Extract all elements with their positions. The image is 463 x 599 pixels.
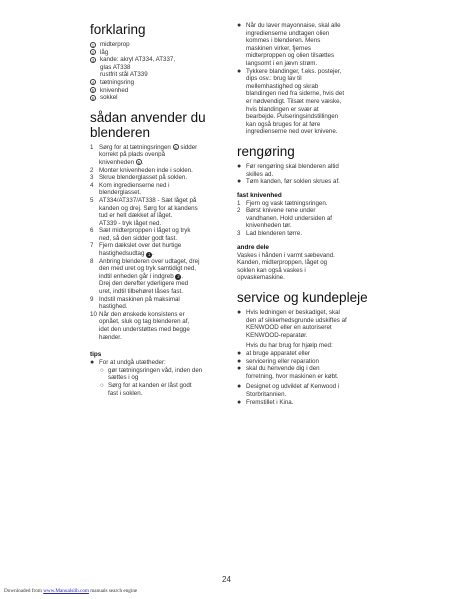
text-line (246, 324, 377, 332)
extra-list (237, 383, 377, 406)
left-column (90, 22, 230, 397)
text-line: ingredienserne undtagen olien (246, 29, 330, 37)
text-line (99, 205, 230, 213)
text-line-suffix: sidder (178, 143, 198, 151)
bullet-item (99, 367, 230, 382)
text-line (99, 265, 230, 273)
bullet-icon: ● (237, 178, 242, 186)
text-line: Lad blenderen tørre. (246, 230, 303, 238)
usage-step (90, 144, 230, 167)
other-parts-text (237, 252, 377, 282)
text-line: maskinen virker, fjernes (246, 44, 311, 52)
circled-number: 4 (91, 80, 95, 86)
text-line: Sæt midterproppen i låget og tryk (99, 227, 191, 235)
bullet-item (237, 22, 377, 68)
text-line: Før rengøring skal blenderen altid (246, 162, 339, 170)
step-number: 6 (90, 227, 94, 235)
text-line: dips osv.: brug lav til (246, 75, 302, 83)
text-line: kanden og drej. Sørg for at kandens (99, 204, 198, 212)
text-line: vandhanen. Hold undersiden af (246, 214, 333, 222)
usage-step (90, 258, 230, 296)
text-line (246, 391, 377, 399)
text-line: AT339 - tryk låget ned. (99, 219, 162, 227)
circled-number: 6 (91, 95, 95, 101)
text-line: opnået, sluk og tag blenderen af, (99, 318, 190, 326)
text-line (246, 332, 377, 340)
page-number: 24 (222, 575, 231, 584)
legend-number (90, 94, 100, 102)
text-line: KENWOOD-reparatør. (246, 331, 308, 339)
text-line: knivenheden (99, 158, 135, 166)
service-title: service og kundepleje (237, 290, 368, 306)
text-line: bearbejde. Pulseringsindstillingen (246, 113, 339, 121)
legend-number (90, 41, 100, 49)
text-line (246, 83, 377, 91)
bullet-icon: ● (237, 22, 242, 29)
circle-bullet-icon: ○ (100, 381, 104, 389)
text-line: kan også bruges for at føre (246, 120, 321, 128)
legend-number (90, 79, 100, 87)
help-list (237, 350, 377, 380)
step-text (246, 230, 377, 238)
text-line: sættes i og (108, 374, 139, 382)
text-line: hvis blandingen er svær at (246, 105, 319, 113)
bullet-icon: ● (237, 350, 242, 357)
bullet-item (237, 163, 377, 178)
text-line (99, 242, 230, 250)
text-line: Vaskes i hånden i varmt sæbevand. (237, 251, 335, 259)
step-text (99, 296, 230, 311)
circled-number: 5 (137, 160, 141, 166)
text-line: Monter knivenheden inde i soklen. (99, 166, 193, 174)
step-text (99, 174, 230, 182)
text-line: hastighedsudtag (99, 250, 145, 258)
text-line: skal du henvende dig i den (246, 365, 320, 373)
step-text (99, 311, 230, 341)
text-line (246, 309, 377, 317)
text-line (246, 22, 377, 30)
text-line (99, 280, 230, 288)
legend-item (90, 87, 230, 95)
text-line: Designet og udviklet af Kenwood i (246, 383, 340, 391)
text-line: idet den understøttes med begge (99, 326, 190, 333)
step-number: 2 (90, 166, 94, 174)
text-line: knivenheden 5 . (99, 158, 144, 166)
tips-title: tips (90, 351, 102, 359)
text-line: mellemhastighed og skrab (246, 82, 319, 90)
text-line (246, 222, 377, 230)
tips-bullet: ● For at undgå utætheder: (90, 359, 166, 367)
bullet-text (246, 365, 377, 380)
text-line (246, 230, 377, 238)
text-line (99, 167, 230, 175)
text-line: gør tætningsringen våd, inden den (108, 366, 203, 374)
step-number: 3 (237, 230, 241, 238)
step-number: 2 (237, 207, 241, 215)
circled-number: 3 (91, 57, 95, 63)
text-line (108, 382, 230, 390)
step-text (99, 258, 230, 296)
bullet-text (246, 309, 377, 339)
numbered-step (237, 207, 377, 230)
text-line: midterproppen og olien tilsættes (246, 52, 335, 60)
bullet-icon: ● (237, 67, 242, 75)
text-line: AT334/AT337/AT338 - Sæt låget på (99, 196, 197, 204)
circled-number: 5 (91, 88, 95, 94)
legend-number (90, 87, 100, 95)
text-line: forretning, hvor maskinen er købt. (246, 372, 339, 380)
text-line: langsomt i en jævn strøm. (246, 59, 318, 67)
step-text (99, 182, 230, 197)
text-line: KENWOOD eller en autoriseret (246, 324, 332, 332)
text-line (99, 303, 230, 311)
text-line: Fjern og vask tætningsringen. (246, 199, 328, 207)
bullet-icon: ● (237, 162, 242, 170)
legend-item (90, 49, 230, 57)
legend-text: sokkel (100, 94, 118, 102)
text-line: hænder. (99, 333, 122, 341)
text-line: ingredienserne ned over knivene. (246, 128, 338, 136)
tips-sublist (90, 367, 230, 397)
text-line: soklen kan også vaskes i (237, 266, 306, 274)
text-line (99, 326, 230, 334)
text-line (246, 207, 377, 215)
text-line (246, 98, 377, 106)
text-line: Kanden, midterproppen, låget og (237, 259, 328, 267)
text-line (246, 75, 377, 83)
filled-circled-number: 2 (177, 274, 180, 280)
legend-text: knivenhed (100, 86, 129, 94)
bullet-text (246, 350, 377, 358)
text-line (246, 128, 377, 136)
text-line (246, 373, 377, 381)
mayo-list (237, 22, 377, 136)
bullet-icon: ● (237, 383, 242, 391)
text-line: Fjern dækslet over det hurtige (99, 242, 182, 250)
text-line: Skrue blenderglasset på soklen. (99, 174, 188, 182)
knife-title: fast knivenhed (237, 191, 282, 199)
text-line (246, 60, 377, 68)
step-number: 9 (90, 295, 94, 303)
text-line: indtil enheden går i indgreb (99, 272, 174, 280)
text-line: uret, indtil tilbehøret låses fast. (99, 288, 183, 296)
step-number: 5 (90, 196, 94, 204)
bullet-item (237, 68, 377, 136)
bullet-item (237, 399, 377, 407)
usage-step (90, 296, 230, 311)
text-line: Børst knivene rene under (246, 207, 316, 215)
bullet-text (246, 383, 377, 398)
step-text (99, 227, 230, 242)
bullet-text (246, 22, 377, 68)
usage-title: sådan anvender du blenderen (90, 109, 206, 140)
bullet-icon: ● (237, 398, 242, 406)
text-line (99, 144, 230, 152)
text-line: Når den ønskede konsistens er (99, 310, 185, 318)
bullet-icon: ● (90, 359, 95, 367)
text-line: knivenheden tør. (246, 222, 292, 230)
text-line (246, 68, 377, 76)
text-line: skilles ad. (246, 170, 274, 178)
text-line: hastighed. (99, 303, 128, 311)
bullet-text (246, 399, 377, 407)
text-line (99, 311, 230, 319)
right-column (237, 22, 377, 406)
text-line (246, 45, 377, 53)
circled-number: 2 (91, 50, 95, 56)
text-line (246, 350, 377, 358)
text-line: er nødvendigt. Tilsæt mere væske, (246, 97, 342, 105)
usage-step (90, 167, 230, 175)
text-line (246, 358, 377, 366)
circle-bullet-icon: ○ (100, 366, 104, 374)
text-line (99, 220, 230, 228)
step-text (99, 242, 230, 257)
text-line (246, 121, 377, 129)
text-line (246, 52, 377, 60)
text-line: at bruge apparatet eller (246, 350, 310, 357)
bullet-item (237, 365, 377, 380)
bullet-item (237, 383, 377, 398)
text-line: blenderglasset. (99, 189, 141, 197)
text-line: ned, så den sidder godt fast. (99, 234, 178, 242)
usage-step (90, 174, 230, 182)
bullet-item (237, 358, 377, 366)
bullet-text (108, 382, 230, 397)
text-line (246, 317, 377, 325)
text-line: hastighedsudtag 1 . (99, 250, 154, 258)
text-line (246, 30, 377, 38)
legend-text: tætningsring (100, 78, 135, 86)
text-line: Indstil maskinen på maksimal (99, 295, 180, 303)
text-line (246, 163, 377, 171)
text-line: Storbritannien. (246, 390, 287, 398)
step-number: 4 (90, 181, 94, 189)
other-parts-title: andre dele (237, 243, 269, 251)
text-line: kommes i blenderen. Mens (246, 37, 321, 45)
step-number: 10 (90, 310, 97, 318)
legend-subitem: rustfrit stål AT339 (100, 71, 148, 79)
bullet-item (237, 309, 377, 339)
text-line (108, 374, 230, 382)
text-line (108, 390, 230, 398)
text-line: opvaskemaskine. (237, 274, 285, 282)
step-number: 7 (90, 242, 94, 250)
usage-step (90, 197, 230, 227)
text-line (246, 215, 377, 223)
text-line (108, 367, 230, 375)
step-number: 1 (237, 199, 241, 207)
download-footer: Downloaded from www.Manualslib.com manuals search engine (4, 588, 138, 594)
legend-title: forklaring (90, 22, 146, 37)
step-number: 8 (90, 257, 94, 265)
circled-number: 1 (91, 42, 95, 48)
bullet-item (237, 178, 377, 186)
text-line (99, 182, 230, 190)
bullet-item (99, 382, 230, 397)
legend-text: midterprop (100, 41, 130, 48)
step-text (99, 197, 230, 227)
text-line (246, 37, 377, 45)
usage-steps (90, 144, 230, 341)
step-text (99, 167, 230, 175)
text-line (99, 189, 230, 197)
text-line (99, 227, 230, 235)
text-line (246, 113, 377, 121)
text-line (246, 365, 377, 373)
bullet-text (246, 178, 377, 186)
text-line: Hvis ledningen er beskadiget, skal (246, 309, 340, 317)
step-text (246, 200, 377, 208)
text-line: korrekt på plads ovenpå (99, 151, 166, 159)
legend-item (90, 56, 230, 64)
legend-text: kande: akryl AT334, AT337, (100, 56, 176, 64)
cleaning-list (237, 163, 377, 186)
bullet-text (108, 367, 230, 382)
help-intro: Hvis du har brug for hjælp med: (246, 342, 333, 350)
text-line (246, 106, 377, 114)
usage-step (90, 182, 230, 197)
circled-number: 4 (174, 145, 177, 151)
text-line: den med uret og tryk samtidigt ned, (99, 265, 196, 273)
text-line: tud er helt dækket af låget. (99, 212, 173, 220)
usage-step (90, 242, 230, 257)
bullet-icon: ● (237, 365, 242, 373)
legend-number (90, 49, 100, 57)
text-line (99, 235, 230, 243)
text-line (246, 90, 377, 98)
text-line: fast i soklen. (108, 389, 143, 397)
text-line (99, 296, 230, 304)
step-number: 1 (90, 143, 94, 151)
text-line: den af sikkerhedsgrunde udskiftes af (246, 316, 347, 324)
step-number: 3 (90, 174, 94, 182)
bullet-text (246, 358, 377, 366)
legend-item (90, 94, 230, 102)
text-line (99, 212, 230, 220)
text-line: servicering eller reparation (246, 357, 319, 365)
legend-list (90, 41, 230, 102)
text-line: indtil enheden går i indgreb 2 . (99, 272, 184, 280)
text-line: blandingen ned fra siderne, hvis det (246, 90, 345, 98)
text-line (246, 178, 377, 186)
step-text (246, 207, 377, 230)
service-list (237, 309, 377, 339)
numbered-step (237, 200, 377, 208)
text-line (99, 174, 230, 182)
legend-subitem: glas AT338 (100, 63, 131, 71)
text-line: Kom ingredienserne ned i (99, 181, 170, 189)
text-line (246, 383, 377, 391)
knife-steps (237, 200, 377, 238)
bullet-text (246, 163, 377, 178)
usage-step (90, 311, 230, 341)
text-line (246, 200, 377, 208)
text-line: Sørg for at tætningsringen (99, 143, 171, 151)
text-line (99, 197, 230, 205)
legend-item (90, 41, 230, 49)
text-line (99, 318, 230, 326)
text-line (99, 151, 230, 159)
text-line (99, 288, 230, 296)
legend-item (90, 79, 230, 87)
bullet-icon: ● (237, 357, 242, 365)
step-text (99, 144, 230, 167)
text-line: Tøm kanden, før soklen skrues af. (246, 178, 340, 186)
legend-text: låg (100, 48, 109, 56)
text-line: Når du laver mayonnaise, skal alle (246, 22, 341, 29)
text-line (99, 258, 230, 266)
text-line: Sørg for at kanden er låst godt (108, 381, 192, 389)
bullet-icon: ● (237, 309, 242, 317)
manualslib-link[interactable]: www.Manualslib.com (43, 588, 89, 594)
filled-circled-number: 1 (147, 251, 151, 257)
bullet-text (246, 68, 377, 136)
text-line (246, 399, 377, 407)
bullet-item (237, 350, 377, 358)
text-line: Fremstillet i Kina. (246, 398, 294, 406)
usage-step (90, 227, 230, 242)
text-line: Tykkere blandinger, f.eks. postejer, (246, 67, 342, 75)
text-line: Anbring blenderen over udtaget, drej (99, 257, 200, 265)
cleaning-title: rengøring (237, 143, 295, 159)
text-line (246, 171, 377, 179)
legend-number (90, 56, 100, 64)
numbered-step (237, 230, 377, 238)
text-line: Drej den derefter yderligere med (99, 280, 189, 288)
text-line (99, 334, 230, 342)
